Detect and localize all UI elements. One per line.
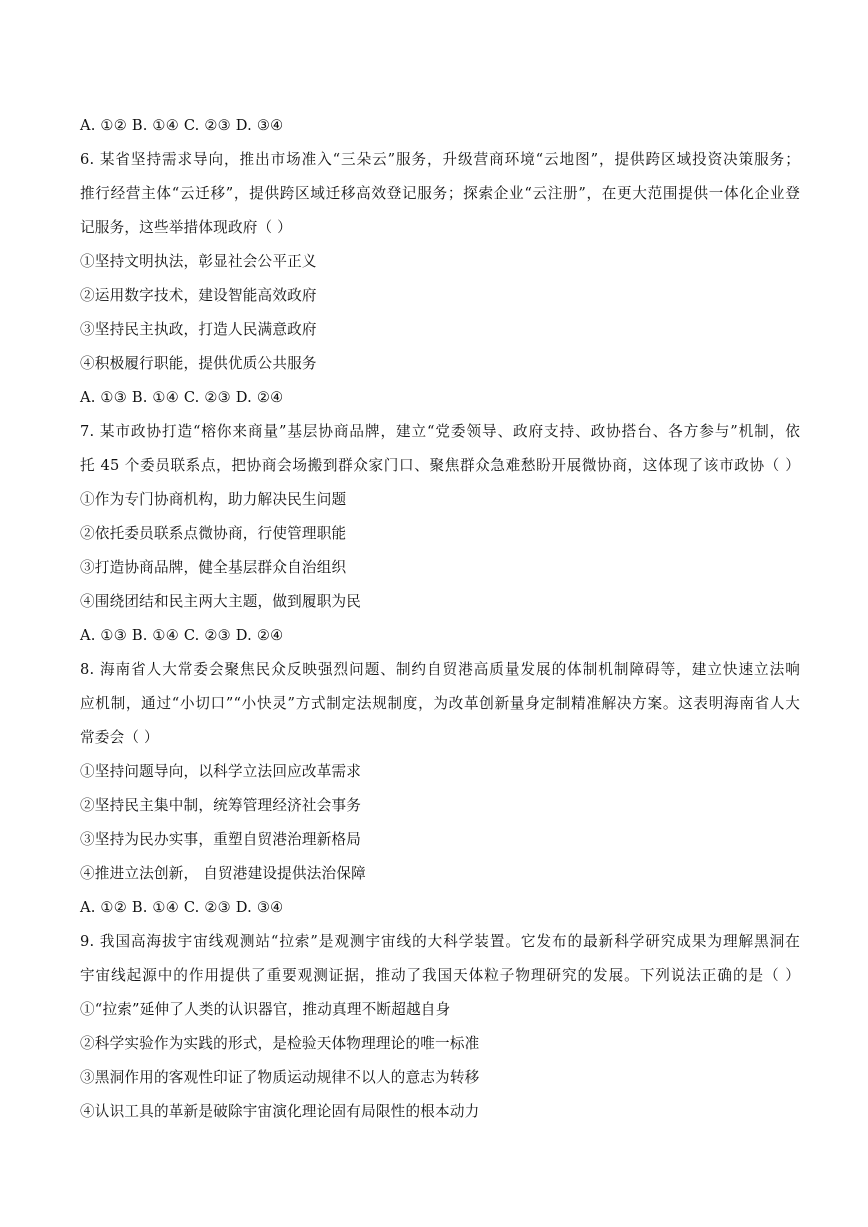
q6-answer-options: A. ①③ B. ①④ C. ②③ D. ②④ [80, 389, 284, 406]
q8-stem-line-2: 应机制，通过“小切口”“小快灵”方式制定法规制度，为改革创新量身定制精准解决方案。这表明海南省人大 [80, 695, 800, 712]
q8-option-4: ④推进立法创新， 自贸港建设提供法治保障 [80, 865, 366, 882]
q8-option-3: ③坚持为民办实事，重塑自贸港治理新格局 [80, 831, 362, 848]
q6-option-1: ①坚持文明执法，彰显社会公平正义 [80, 253, 317, 270]
q6-stem-line-2: 推行经营主体“云迁移”，提供跨区域迁移高效登记服务；探索企业“云注册”，在更大范围提供一体化企业登 [80, 185, 800, 202]
q6-stem-line-3: 记服务，这些举措体现政府（ ） [80, 219, 292, 236]
q9-stem-line-2: 宇宙线起源中的作用提供了重要观测证据，推动了我国天体粒子物理研究的发展。下列说法正确的是（ ） [80, 967, 800, 984]
q8-stem-line-1: 8. 海南省人大常委会聚焦民众反映强烈问题、制约自贸港高质量发展的体制机制障碍等，建立快速立法响 [80, 661, 800, 678]
q8-stem-line-3: 常委会（ ） [80, 729, 159, 746]
q7-option-3: ③打造协商品牌，健全基层群众自治组织 [80, 559, 347, 576]
q6-option-2: ②运用数字技术，建设智能高效政府 [80, 287, 317, 304]
q7-stem-line-1: 7. 某市政协打造“榕你来商量”基层协商品牌，建立“党委领导、政府支持、政协搭台、各方参与”机制，依 [80, 423, 800, 440]
q8-option-1: ①坚持问题导向，以科学立法回应改革需求 [80, 763, 362, 780]
q9-option-4: ④认识工具的革新是破除宇宙演化理论固有局限性的根本动力 [80, 1103, 480, 1120]
q7-answer-options: A. ①③ B. ①④ C. ②③ D. ②④ [80, 627, 284, 644]
q6-option-3: ③坚持民主执政，打造人民满意政府 [80, 321, 317, 338]
q6-stem-line-1: 6. 某省坚持需求导向，推出市场准入“三朵云”服务，升级营商环境“云地图”，提供跨区域投资决策服务； [80, 151, 800, 168]
q9-option-3: ③黑洞作用的客观性印证了物质运动规律不以人的意志为转移 [80, 1069, 480, 1086]
q6-option-4: ④积极履行职能，提供优质公共服务 [80, 355, 317, 372]
q9-stem-line-1: 9. 我国高海拔宇宙线观测站“拉索”是观测宇宙线的大科学装置。它发布的最新科学研究成果为理解黑洞在 [80, 933, 800, 950]
q5-answer-options: A. ①② B. ①④ C. ②③ D. ③④ [80, 117, 284, 134]
q7-stem-line-2: 托 45 个委员联系点，把协商会场搬到群众家门口、聚焦群众急难愁盼开展微协商，这体现了该市政协（ ） [80, 457, 800, 474]
q7-option-1: ①作为专门协商机构，助力解决民生问题 [80, 491, 347, 508]
q7-option-4: ④围绕团结和民主两大主题，做到履职为民 [80, 593, 362, 610]
q7-option-2: ②依托委员联系点微协商，行使管理职能 [80, 525, 347, 542]
q9-option-2: ②科学实验作为实践的形式，是检验天体物理理论的唯一标准 [80, 1035, 480, 1052]
q8-option-2: ②坚持民主集中制，统筹管理经济社会事务 [80, 797, 362, 814]
q8-answer-options: A. ①② B. ①④ C. ②③ D. ③④ [80, 899, 284, 916]
q9-option-1: ①“拉索”延伸了人类的认识器官，推动真理不断超越自身 [80, 1001, 451, 1018]
